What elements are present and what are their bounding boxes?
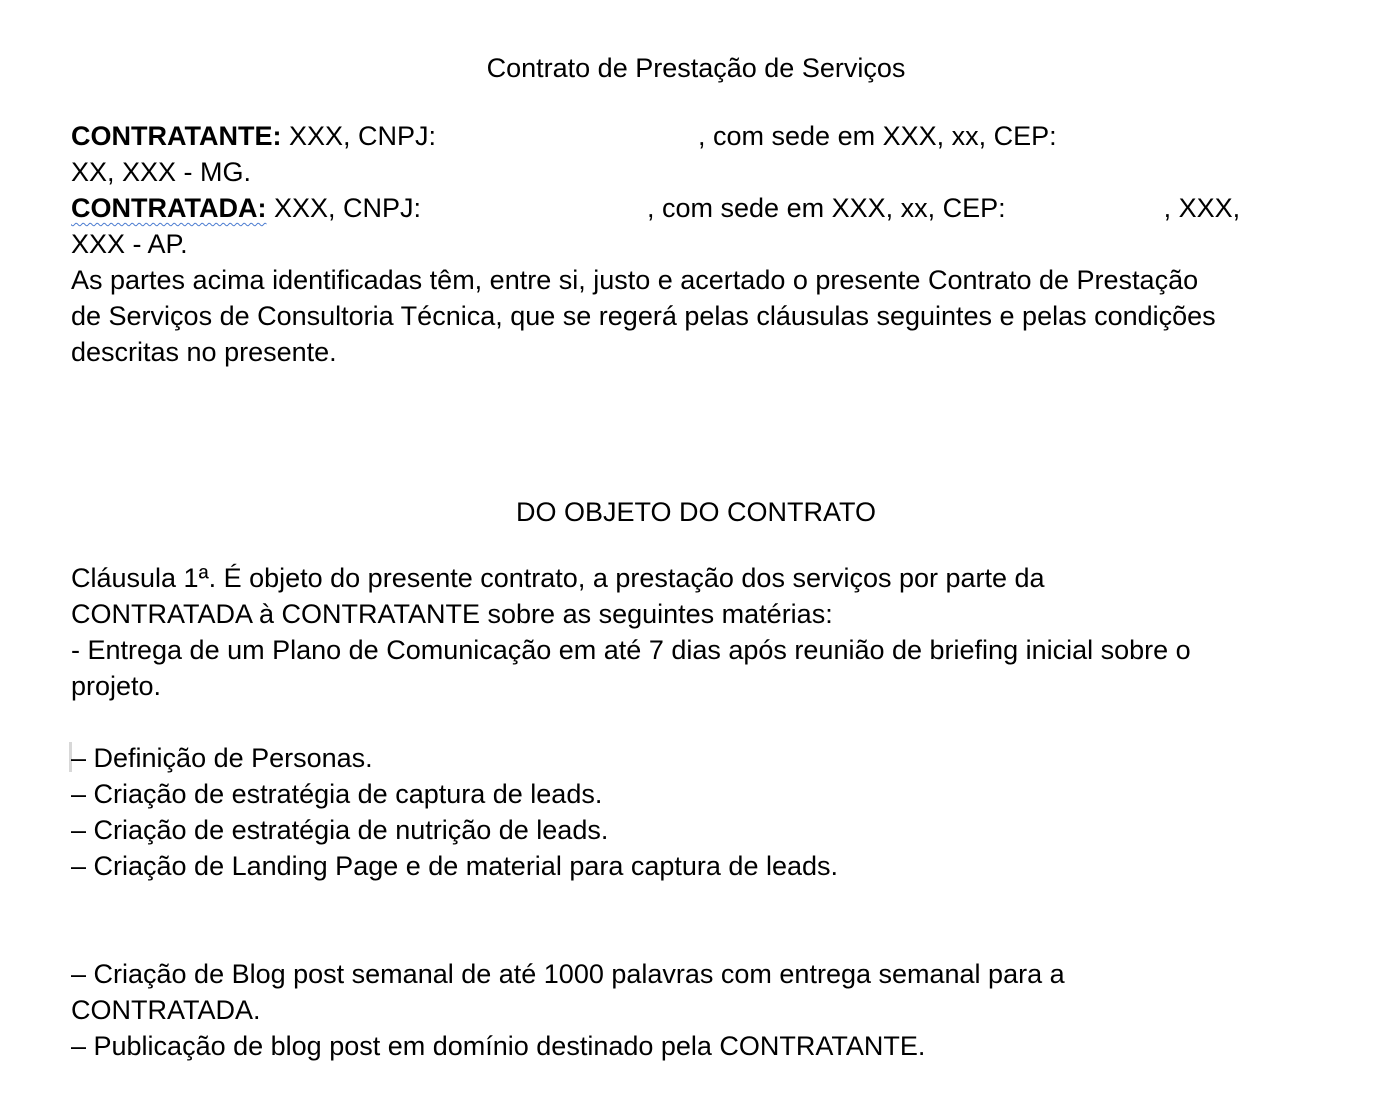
intro-line: de Serviços de Consultoria Técnica, que se regerá pelas cláusulas seguintes e pelas condições	[71, 301, 1216, 331]
contratante-sede-text: , com sede em XXX, xx, CEP:	[698, 121, 1057, 151]
clause1-line: Cláusula 1ª. É objeto do presente contrato, a prestação dos serviços por parte da	[71, 563, 1045, 593]
blog-line: – Criação de Blog post semanal de até 1000 palavras com entrega semanal para a	[71, 959, 1065, 989]
intro-line: As partes acima identificadas têm, entre si, justo e acertado o presente Contrato de Prestação	[71, 265, 1199, 295]
list-item: – Definição de Personas.	[71, 743, 373, 773]
document-title: Contrato de Prestação de Serviços	[486, 53, 906, 83]
section-heading: DO OBJETO DO CONTRATO	[515, 497, 877, 527]
contratante-label: CONTRATANTE:	[71, 121, 282, 151]
clause1-line: projeto.	[71, 671, 162, 701]
contratada-label: CONTRATADA:	[71, 193, 267, 223]
list-item: – Criação de estratégia de captura de leads.	[71, 779, 603, 809]
intro-line: descritas no presente.	[71, 337, 337, 367]
contratada-line-2: XXX - AP.	[71, 229, 188, 259]
contratada-cnpj-text: XXX, CNPJ:	[266, 193, 422, 223]
contratante-line	[71, 118, 1057, 154]
clause1-line: - Entrega de um Plano de Comunicação em até 7 dias após reunião de briefing inicial sobre o	[71, 635, 1191, 665]
contratada-city-text: , XXX,	[1163, 193, 1241, 223]
clause1-line: CONTRATADA à CONTRATANTE sobre as seguintes matérias:	[71, 599, 833, 629]
contratada-sede-text: , com sede em XXX, xx, CEP:	[647, 193, 1006, 223]
contratante-line-2: XX, XXX - MG.	[71, 157, 252, 187]
blog-line: CONTRATADA.	[71, 995, 261, 1025]
contratante-cnpj-text: XXX, CNPJ:	[281, 121, 437, 151]
list-item: – Criação de Landing Page e de material para captura de leads.	[71, 851, 839, 881]
blog-line: – Publicação de blog post em domínio destinado pela CONTRATANTE.	[71, 1031, 926, 1061]
list-item: – Criação de estratégia de nutrição de leads.	[71, 815, 609, 845]
contratada-line	[71, 190, 1240, 226]
